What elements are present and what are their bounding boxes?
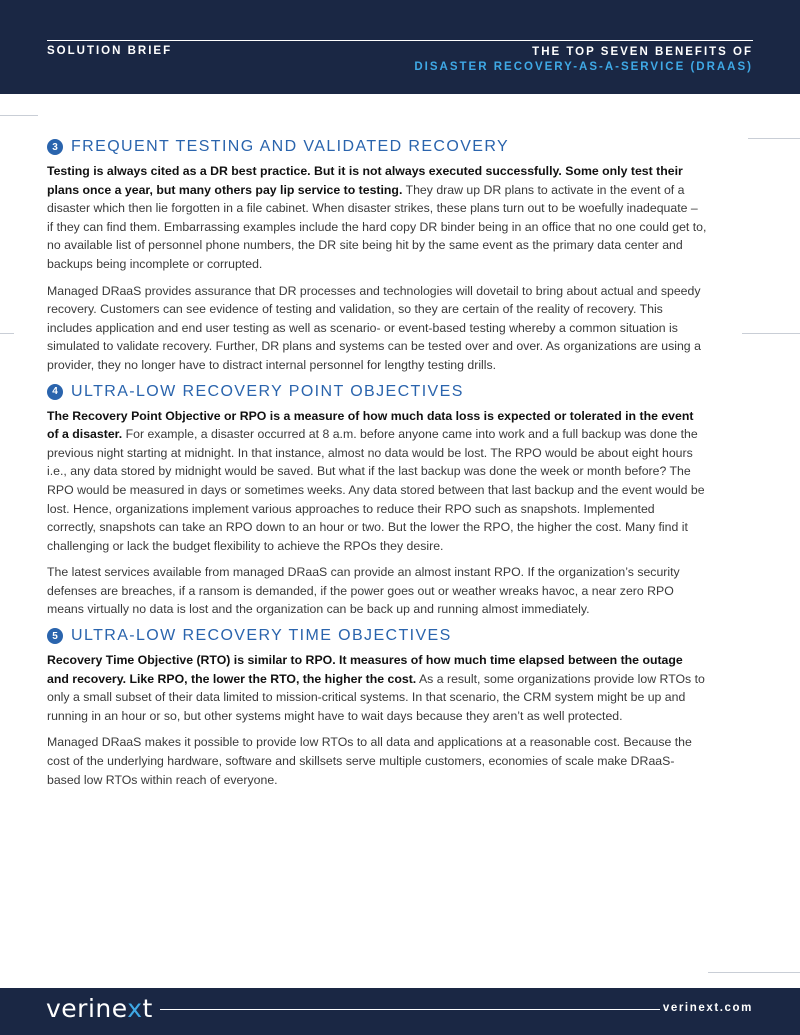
body-text: They draw up DR plans to activate in the event of a disaster which then lie forgotten in a file cabinet. When disaster strikes, these plans turn out to be woefully inadequate – if they can find them. Embarrassing examples include the hard copy DR binder being in an office that no one could get to, no available list of personnel phone numbers, the DR site being hit by the same event as the primary data center and backups being incomplete or corrupted.	[47, 182, 707, 271]
paragraph	[47, 563, 707, 619]
section-title: ULTRA-LOW RECOVERY TIME OBJECTIVES	[71, 627, 452, 645]
lead-sentence: Testing is always cited as a DR best practice. But it is not always executed successfully. Some only test their plans once a year, but many others pay lip service to testing.	[47, 164, 683, 197]
decorative-rule	[0, 115, 38, 116]
decorative-rule	[748, 138, 800, 139]
section-title: ULTRA-LOW RECOVERY POINT OBJECTIVES	[71, 382, 464, 400]
body-text: For example, a disaster occurred at 8 a.m. before anyone came into work and a full backup was done the previous night starting at midnight. In that instance, almost no data would be lost. The RPO would be about eight hours i.e., any data stored by midnight would be saved. But what if the last backup was done the week or month before? The RPO would be measured in days or sometimes weeks. Any data stored between that last backup and the event would be lost. Hence, organizations implement various approaches to reduce their RPO such as snapshots. Implemented correctly, snapshots can take an RPO down to an hour or two. But the lower the RPO, the higher the cost. Many find it challenging or lack the budget flexibility to achieve the RPOs they desire.	[47, 427, 705, 553]
section-title: FREQUENT TESTING AND VALIDATED RECOVERY	[71, 138, 510, 155]
paragraph	[47, 162, 707, 274]
doc-title-line2: DISASTER RECOVERY-AS-A-SERVICE (DRAAS)	[414, 61, 753, 73]
doc-type-label: SOLUTION BRIEF	[47, 45, 173, 57]
website-link[interactable]: verinext.com	[662, 1002, 753, 1014]
decorative-rule	[0, 333, 14, 334]
section-ultra-low-rpo	[47, 383, 707, 620]
paragraph	[47, 407, 707, 556]
body-text: Managed DRaaS makes it possible to provide low RTOs to all data and applications at a reasonable cost. Because the cost of the underlying hardware, software and skillsets serve multiple customers, economies of scale make DRaaS-based low RTOs within reach of everyone.	[47, 735, 692, 787]
paragraph	[47, 651, 707, 725]
doc-title	[414, 45, 753, 75]
section-ultra-low-rto	[47, 627, 707, 789]
lead-sentence: The Recovery Point Objective or RPO is a measure of how much data loss is expected or tolerated in the event of a disaster.	[47, 408, 694, 442]
paragraph	[47, 282, 707, 375]
decorative-rule	[708, 972, 800, 973]
main-content	[47, 138, 707, 797]
page-header	[0, 0, 800, 94]
paragraph	[47, 733, 707, 789]
footer-rule	[160, 1009, 660, 1010]
verinext-logo: verinext	[46, 994, 153, 1023]
body-text: Managed DRaaS provides assurance that DR processes and technologies will dovetail to bring about actual and speedy recovery. Customers can see evidence of testing and validation, so they are certain of the reality of recovery. This includes application and end user testing as well as scenario- or event-based testing whereby a common situation is simulated to validate recovery. Further, DR plans and systems can be tested over and over. As organizations are using a provider, they no longer have to distract internal personnel for lengthy testing drills.	[47, 283, 701, 372]
section-number-badge: 3	[47, 139, 63, 155]
body-text: As a result, some organizations provide low RTOs to only a small subset of their data limited to mission-critical systems. In that scenario, the CRM system might be up and running in an hour or so, but other systems might have to wait days because they aren’t as well protected.	[47, 671, 705, 723]
section-heading	[47, 138, 707, 156]
doc-title-line1: THE TOP SEVEN BENEFITS OF	[532, 46, 753, 58]
section-number-badge: 5	[47, 628, 63, 644]
decorative-rule	[742, 333, 800, 334]
body-text: The latest services available from managed DRaaS can provide an almost instant RPO. If the organization’s security defenses are breaches, if a ransom is demanded, if the power goes out or weather wreaks havoc, a near zero RPO means virtually no data is lost and the organization can be back up and running almost immediately.	[47, 565, 680, 617]
section-heading	[47, 627, 707, 645]
section-number-badge: 4	[47, 384, 63, 400]
header-rule	[47, 40, 753, 41]
section-frequent-testing	[47, 138, 707, 375]
page-footer	[0, 988, 800, 1035]
section-heading	[47, 383, 707, 401]
lead-sentence: Recovery Time Objective (RTO) is similar to RPO. It measures of how much time elapsed between the outage and recovery. Like RPO, the lower the RTO, the higher the cost.	[47, 653, 683, 686]
